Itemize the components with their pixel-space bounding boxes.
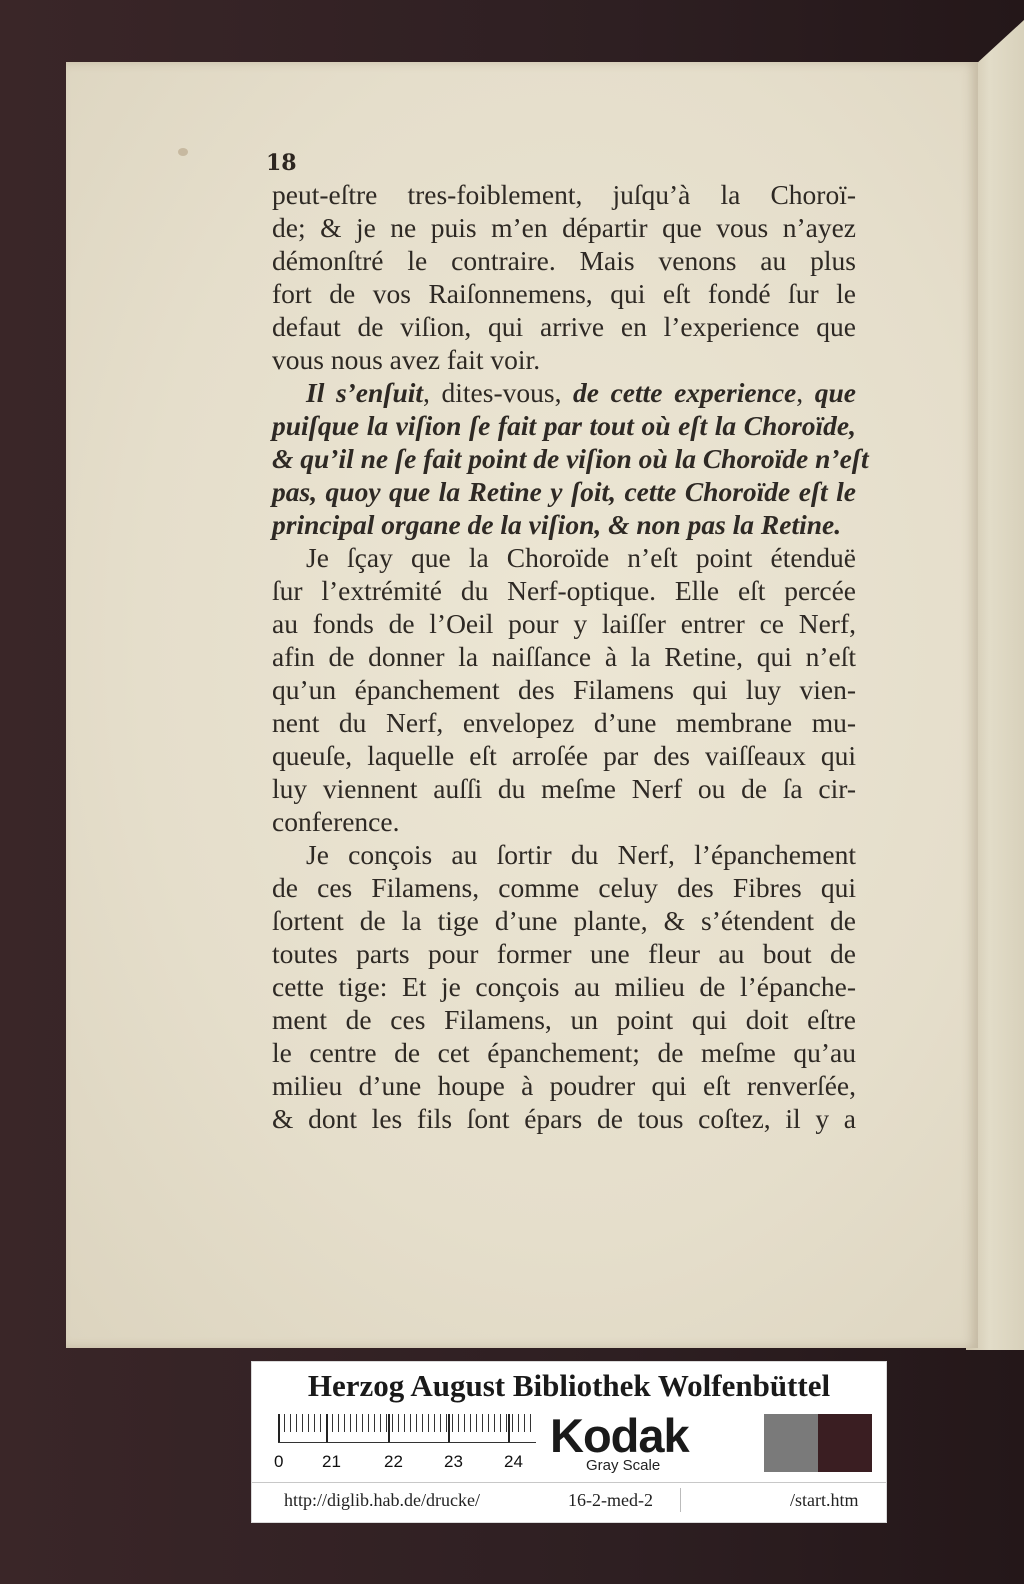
gray-swatch-mid [764, 1414, 818, 1472]
text-line: milieu d’une houpe à poudrer qui eſt renverſée, [272, 1070, 856, 1101]
text-fragment: que [814, 377, 856, 408]
text-line: & dont les fils ſont épars de tous coſtez, il y a [272, 1103, 856, 1134]
ruler-major-tick [508, 1414, 510, 1442]
text-line: Je ſçay que la Choroïde n’eſt point étenduë [306, 542, 856, 573]
text-line: le centre de cet épanchement; de meſme qu’au [272, 1037, 856, 1068]
text-line: defaut de viſion, qui arrive en l’experience que [272, 311, 856, 342]
ruler-scale [278, 1414, 536, 1443]
ruler-major-tick [326, 1414, 328, 1442]
ruler-major-tick [278, 1414, 280, 1442]
text-line [272, 376, 856, 409]
text-line: démonſtré le contraire. Mais venons au plus [272, 245, 856, 276]
text-line: de; & je ne puis m’en départir que vous n’ayez [272, 212, 856, 243]
text-fragment: Il s’enſuit [306, 377, 424, 408]
text-line: principal organe de la viſion, & non pas la Retine. [272, 509, 842, 540]
page-text [272, 178, 869, 1135]
text-line: queuſe, laquelle eſt arroſée par des vaiſſeaux qui [272, 740, 856, 771]
ruler-number: 23 [444, 1452, 463, 1471]
text-fragment: de cette experience [573, 377, 797, 408]
url-base: http://diglib.hab.de/drucke/ [284, 1490, 480, 1510]
paper-speck [178, 148, 188, 156]
text-line: peut-eſtre tres-foiblement, juſqu’à la Choroï- [272, 179, 856, 210]
ruler-number: 0 [274, 1452, 284, 1471]
url-suffix: /start.htm [790, 1490, 859, 1510]
text-line: luy viennent auſſi du meſme Nerf ou de ſa cir- [272, 773, 856, 804]
gray-swatch-dark [818, 1414, 872, 1472]
text-fragment: , [796, 377, 815, 408]
text-line: de ces Filamens, comme celuy des Fibres qui [272, 872, 856, 903]
text-line: afin de donner la naiſſance à la Retine, qui n’eſt [272, 641, 856, 672]
text-line: au fonds de l’Oeil pour y laiſſer entrer ce Nerf, [272, 608, 856, 639]
text-line: toutes parts pour former une fleur au bout de [272, 938, 856, 969]
text-line: Je conçois au ſortir du Nerf, l’épanchement [306, 839, 856, 870]
gray-scale-label: Gray Scale [586, 1457, 661, 1474]
text-fragment: , dites-vous, [423, 377, 574, 408]
text-line: ſortent de la tige d’une plante, & s’étendent de [272, 905, 856, 936]
text-line: cette tige: Et je conçois au milieu de l’épanche- [272, 971, 856, 1002]
text-line: pas, quoy que la Retine y ſoit, cette Choroïde eſt le [272, 476, 856, 507]
text-line: & qu’il ne ſe fait point de viſion où la Choroïde n’eſt [272, 443, 869, 474]
color-target-card [252, 1362, 886, 1522]
ruler-numbers [274, 1452, 536, 1474]
text-line: puiſque la viſion ſe fait par tout où eſt la Choroïde, [272, 410, 856, 441]
text-line: fort de vos Raiſonnemens, qui eſt fondé ſur le [272, 278, 856, 309]
ruler-major-tick [448, 1414, 450, 1442]
url-separator [680, 1488, 681, 1512]
library-title: Herzog August Bibliothek Wolfenbüttel [307, 1368, 831, 1403]
url-shelfmark: 16-2-med-2 [568, 1490, 653, 1510]
target-divider [252, 1482, 886, 1483]
text-line: vous nous avez fait voir. [272, 344, 541, 375]
text-line: conference. [272, 806, 400, 837]
ruler-number: 21 [322, 1452, 341, 1471]
ruler-number: 22 [384, 1452, 403, 1471]
text-line: ment de ces Filamens, un point qui doit eſtre [272, 1004, 856, 1035]
text-line: qu’un épanchement des Filamens qui luy vien- [272, 674, 856, 705]
text-line: ſur l’extrémité du Nerf-optique. Elle eſt percée [272, 575, 856, 606]
ruler-number: 24 [504, 1452, 523, 1471]
kodak-logo: Kodak [550, 1409, 689, 1462]
ruler-major-tick [388, 1414, 390, 1442]
text-line: nent du Nerf, envelopez d’une membrane mu- [272, 707, 856, 738]
page-number: 18 [266, 150, 297, 176]
